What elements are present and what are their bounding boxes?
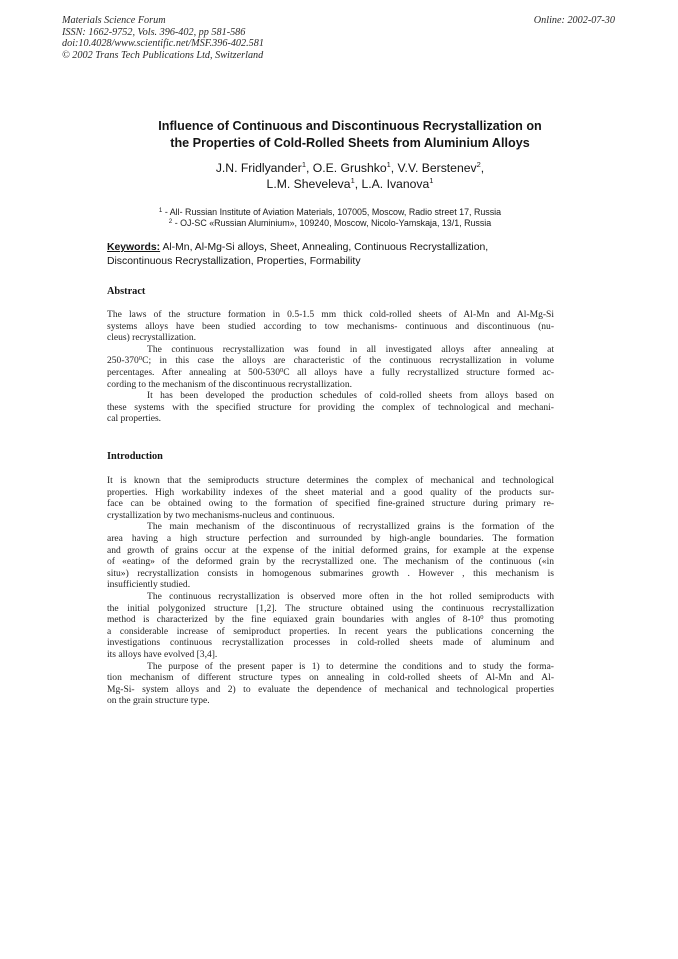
- author-affiliation-mark: 2: [476, 160, 481, 169]
- text-fragment: percentages. After annealing at 500-530: [107, 366, 280, 378]
- text-line: The laws of the structure formation in 0.5-1.5 mm thick cold-rolled sheets of Al-Mn and Al-Mg-Si: [107, 309, 554, 320]
- online-date: Online: 2002-07-30: [533, 15, 615, 26]
- author-name: , O.E. Grushko: [306, 161, 387, 175]
- degree-superscript: 0: [480, 614, 484, 622]
- text-line: systems alloys have been studied according to tow mechanisms- continuous and discontinuous (nu-: [107, 320, 554, 332]
- author-affiliation-mark: 1: [350, 175, 355, 185]
- text-line: these systems with the specified structure for providing the complex of technological and mechani-: [107, 401, 554, 413]
- text-line: [107, 355, 554, 367]
- text-line: on the grain structure type.: [107, 695, 210, 707]
- degree-superscript: 0: [138, 355, 143, 363]
- affiliation-1: [120, 207, 540, 218]
- author-name: L.M. Sheveleva: [266, 176, 351, 191]
- text-line: and growth of grains occur at the expense of the initial deformed grains, for example at the expense: [107, 544, 554, 556]
- text-fragment: 250-370: [107, 355, 139, 367]
- author-list: [140, 161, 560, 192]
- author-affiliation-mark: 1: [429, 175, 434, 185]
- degree-superscript: 0: [279, 366, 284, 374]
- journal-name: Materials Science Forum: [62, 15, 166, 26]
- text-line: properties. High workability indexes of the sheet material and a good quality of the products sur-: [107, 486, 554, 498]
- author-name: , V.V. Berstenev: [390, 161, 477, 175]
- paper-title: [120, 118, 580, 151]
- introduction-heading: Introduction: [107, 451, 163, 462]
- publication-info: [62, 15, 264, 61]
- text-line: investigations continuous recrystallization processes in cold-rolled sheets made of aluminum and: [107, 637, 554, 649]
- title-line-2: the Properties of Cold-Rolled Sheets from Aluminium Alloys: [170, 135, 530, 150]
- keywords-text: Al-Mn, Al-Mg-Si alloys, Sheet, Annealing, Continuous Recrystallization,: [160, 242, 489, 253]
- abstract-body: [107, 309, 554, 425]
- abstract-heading: Abstract: [107, 286, 146, 297]
- affiliation-mark: 1: [158, 207, 163, 214]
- issn-line: ISSN: 1662-9752, Vols. 396-402, pp 581-586: [62, 26, 246, 38]
- affiliation-mark: 2: [168, 218, 173, 226]
- text-line: face can be obtained owing to the formation of specified fine-grained structure during primary re-: [107, 498, 554, 510]
- keywords-block: [107, 241, 577, 268]
- author-affiliation-mark: 1: [301, 160, 306, 169]
- text-line: a considerable increase of semiproduct properties. In recent years the publications concerning the: [107, 625, 554, 637]
- text-line: The continuous recrystallization was found in all investigated alloys after annealing at: [147, 343, 554, 355]
- introduction-body: [107, 475, 554, 707]
- text-line: It is known that the semiproducts structure determines the complex of mechanical and technological: [107, 475, 554, 486]
- text-line: It has been developed the production schedules of cold-rolled sheets from alloys based on: [147, 390, 554, 402]
- text-line: tion mechanism of different structure types on annealing in cold-rolled sheets of Al-Mn and Al-: [107, 672, 554, 684]
- text-line: the initial polygonized structure [1,2]. The structure obtained using the continuous recrystallization: [107, 602, 554, 614]
- affiliation-text: - All- Russian Institute of Aviation Materials, 107005, Moscow, Radio street 17, Russia: [162, 207, 502, 217]
- text-line: cal properties.: [107, 413, 162, 425]
- author-line-2: [140, 177, 560, 193]
- text-line: The main mechanism of the discontinuous of recrystallized grains is the formation of the: [147, 521, 554, 533]
- keywords-label: Keywords:: [107, 242, 161, 253]
- text-line: cleus) recrystallization.: [107, 332, 197, 344]
- text-fragment: C all alloys have a fully recrystallized structure formed ac-: [283, 366, 554, 378]
- text-line: its alloys have evolved [3,4].: [107, 648, 218, 660]
- author-affiliation-mark: 1: [386, 160, 391, 169]
- text-line: area having a high structure perfection and surrounded by high-angle boundaries. The formation: [107, 532, 554, 544]
- keywords-line-2: Discontinuous Recrystallization, Properties, Formability: [107, 255, 361, 267]
- affiliation-text: - OJ-SC «Russian Aluminium», 109240, Moscow, Nicolo-Yamskaja, 13/1, Russia: [172, 218, 492, 229]
- doi-line[interactable]: doi:10.4028/www.scientific.net/MSF.396-402.581: [62, 38, 264, 50]
- text-line: cording to the mechanism of the discontinuous recrystallization.: [107, 378, 352, 390]
- text-fragment: thus promoting: [483, 614, 554, 626]
- copyright-line: © 2002 Trans Tech Publications Ltd, Switzerland: [62, 49, 264, 61]
- keywords-line-1: [107, 241, 577, 255]
- affiliation-2: [120, 218, 540, 229]
- text-line: crystallization by two mechanisms-nucleus and continuous.: [107, 509, 335, 521]
- author-name: J.N. Fridlyander: [215, 161, 302, 175]
- title-line-1: Influence of Continuous and Discontinuous Recrystallization on: [158, 119, 542, 133]
- author-name: , L.A. Ivanova: [354, 176, 430, 191]
- text-line: insufficiently studied.: [107, 579, 191, 591]
- text-fragment: C; in this case the alloys are characteristic of the continuous recrystallization in volume: [142, 355, 554, 367]
- text-line: The purpose of the present paper is 1) to determine the conditions and to study the forma-: [147, 660, 554, 672]
- text-line: of «eating» of the deformed grain by the recrystallized one. The mechanism of the continuous («in: [107, 556, 554, 568]
- author-line-1: [140, 161, 560, 177]
- text-line: Mg-Si- system alloys and 2) to evaluate the dependence of mechanical and technological properties: [107, 683, 554, 695]
- author-separator: ,: [480, 161, 485, 175]
- text-line: situ») recrystallization consists in homogenous submarines growth . However , this mechanism is: [107, 567, 554, 579]
- text-fragment: method is characterized by the fine equiaxed grain boundaries with angles of 8-10: [107, 614, 481, 626]
- text-line: [107, 614, 554, 626]
- text-line: [107, 367, 554, 379]
- affiliation-list: [120, 207, 540, 230]
- text-line: The continuous recrystallization is observed more often in the hot rolled semiproducts with: [147, 590, 554, 602]
